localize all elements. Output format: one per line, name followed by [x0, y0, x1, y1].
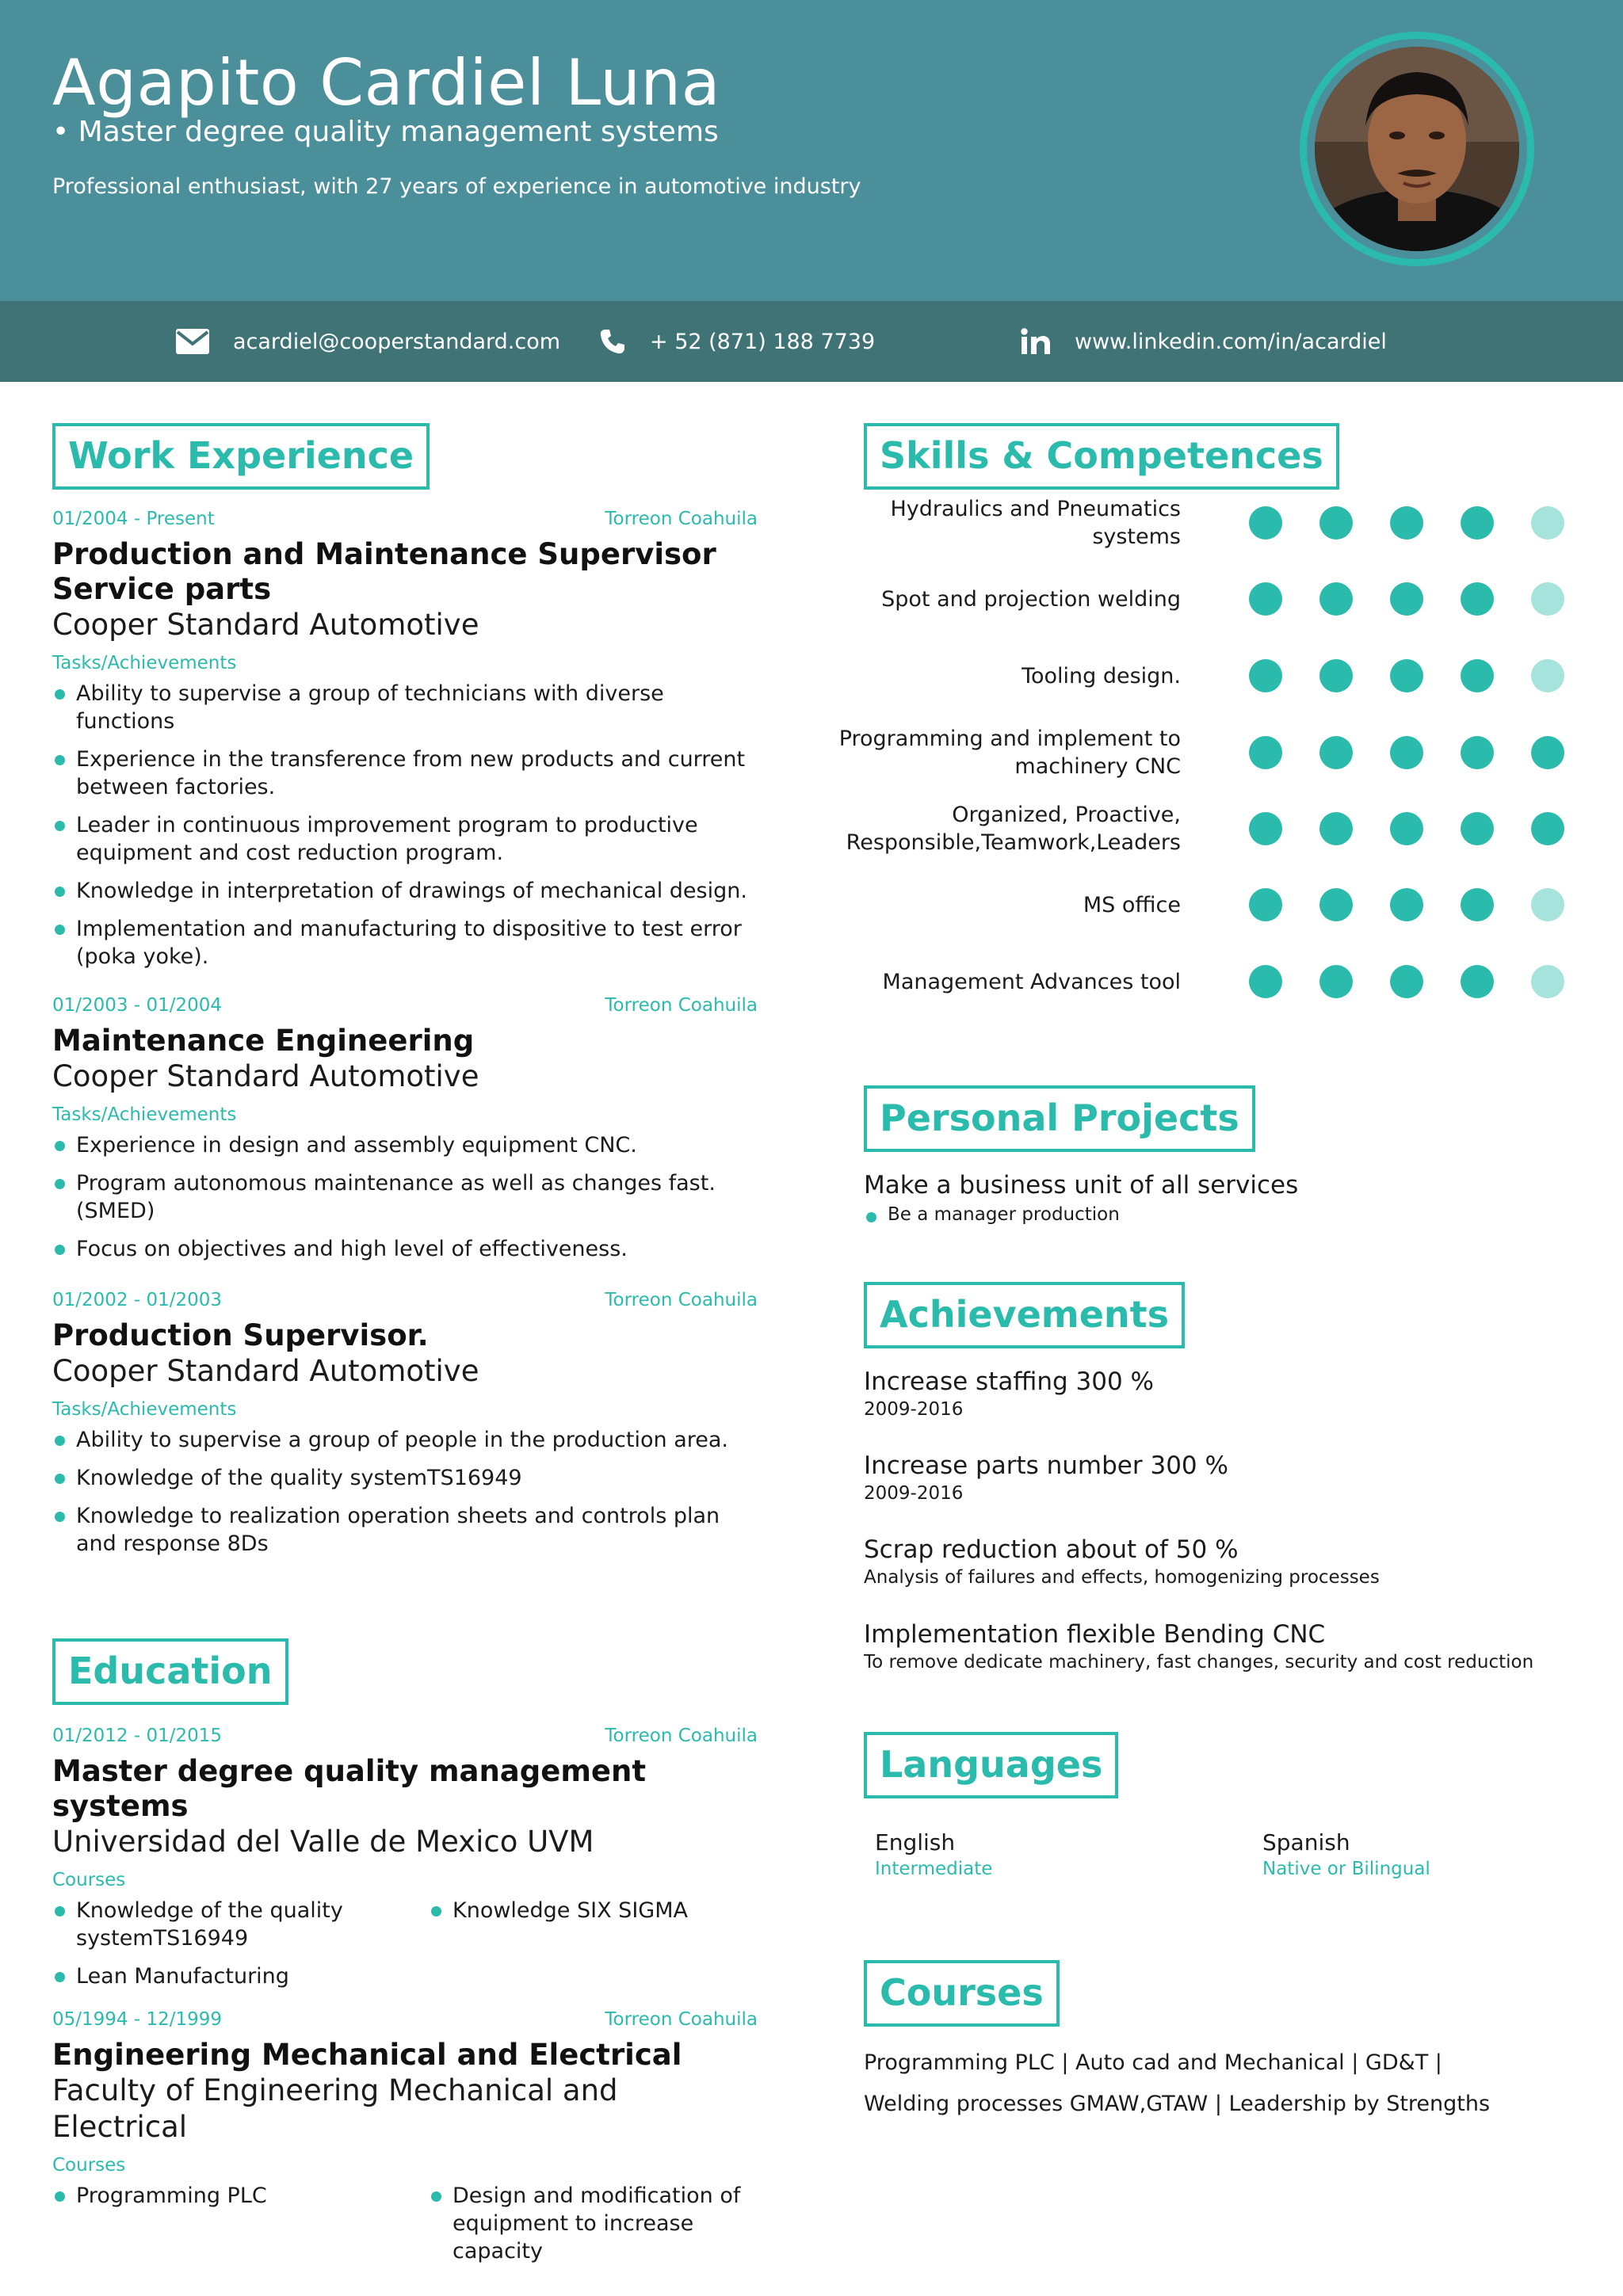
skill-name: Organized, Proactive, Responsible,Teamwork,Leaders [846, 803, 1181, 855]
linkedin-text: www.linkedin.com/in/acardiel [1075, 329, 1387, 354]
list-item: Design and modification of equipment to increase capacity [429, 2182, 758, 2265]
list-item: Ability to supervise a group of technicians with diverse functions [52, 680, 758, 735]
tasks-label: Tasks/Achievements [52, 653, 237, 673]
profile-photo-frame [1300, 32, 1534, 266]
achievements-heading: Achievements [864, 1282, 1185, 1348]
candidate-name: Agapito Cardiel Luna [52, 46, 721, 120]
rating-dot-filled [1249, 659, 1282, 692]
education-location: Torreon Coahuila [605, 2009, 758, 2030]
rating-dot-filled [1319, 888, 1353, 921]
language-name: Spanish [1262, 1829, 1350, 1855]
achievement-detail: To remove dedicate machinery, fast changes, security and cost reduction [864, 1652, 1534, 1672]
rating-dot-filled [1390, 812, 1423, 845]
achievement-item [864, 1619, 1533, 1674]
education-entry-2 [52, 2008, 758, 2275]
education-dates: 01/2012 - 01/2015 [52, 1726, 223, 1746]
profile-photo [1315, 47, 1519, 251]
work-location: Torreon Coahuila [605, 1290, 758, 1310]
skill-row [838, 715, 1577, 791]
rating-dot-filled [1249, 812, 1282, 845]
education-dates: 05/1994 - 12/1999 [52, 2009, 223, 2030]
achievement-title: Implementation flexible Bending CNC [864, 1620, 1326, 1649]
achievement-item [864, 1366, 1154, 1421]
work-dates: 01/2002 - 01/2003 [52, 1290, 223, 1310]
work-company: Cooper Standard Automotive [52, 1354, 479, 1388]
rating-dot-empty [1531, 888, 1564, 921]
achievement-detail: 2009-2016 [864, 1399, 964, 1420]
work-experience-heading: Work Experience [52, 423, 430, 490]
rating-dot-filled [1319, 659, 1353, 692]
rating-dot-filled [1319, 506, 1353, 540]
course-line: Programming PLC | Auto cad and Mechanical | GD&T | [864, 2050, 1442, 2075]
skill-name: MS office [1083, 892, 1181, 917]
work-entry-1 [52, 507, 758, 981]
list-item: Be a manager production [864, 1203, 1298, 1226]
course-list [52, 1897, 429, 2000]
languages-heading: Languages [864, 1732, 1118, 1798]
rating-dot-filled [1319, 582, 1353, 616]
task-list [52, 1131, 758, 1263]
work-role: Production and Maintenance Supervisor Service parts [52, 537, 716, 606]
skill-name: Programming and implement to machinery CNC [838, 727, 1181, 779]
rating-dot-filled [1319, 965, 1353, 998]
language-level: Native or Bilingual [1262, 1859, 1430, 1879]
skills-heading: Skills & Competences [864, 423, 1339, 490]
rating-dot-filled [1319, 812, 1353, 845]
rating-dot-filled [1249, 506, 1282, 540]
work-company: Cooper Standard Automotive [52, 1059, 479, 1093]
rating-dot-filled [1249, 965, 1282, 998]
list-item: Knowledge of the quality systemTS16949 [52, 1464, 758, 1492]
work-entry-3 [52, 1288, 758, 1568]
envelope-icon [176, 329, 209, 354]
project-block [864, 1169, 1298, 1237]
achievement-title: Scrap reduction about of 50 % [864, 1535, 1239, 1564]
list-item: Knowledge in interpretation of drawings of mechanical design. [52, 877, 758, 905]
education-degree: Engineering Mechanical and Electrical [52, 2038, 682, 2072]
skill-rating [1249, 867, 1602, 943]
language-item [1262, 1829, 1430, 1881]
task-list [52, 680, 758, 971]
tasks-label: Tasks/Achievements [52, 1399, 237, 1420]
list-item: Knowledge SIX SIGMA [429, 1897, 758, 1924]
rating-dot-filled [1390, 736, 1423, 769]
contact-linkedin[interactable] [1021, 301, 1387, 382]
skill-rating [1249, 561, 1602, 637]
rating-dot-filled [1390, 506, 1423, 540]
achievement-item [864, 1450, 1228, 1505]
list-item: Lean Manufacturing [52, 1962, 429, 1990]
skill-name: Hydraulics and Pneumatics systems [890, 497, 1181, 549]
list-item: Focus on objectives and high level of effectiveness. [52, 1235, 758, 1263]
work-role: Maintenance Engineering [52, 1024, 475, 1058]
rating-dot-filled [1461, 888, 1494, 921]
list-item: Program autonomous maintenance as well as changes fast.(SMED) [52, 1169, 758, 1225]
rating-dot-empty [1531, 965, 1564, 998]
education-degree: Master degree quality management systems [52, 1754, 647, 1823]
course-list [52, 2182, 429, 2275]
candidate-subtitle: • Master degree quality management systems [52, 116, 719, 148]
rating-dot-filled [1461, 965, 1494, 998]
education-entry-1 [52, 1724, 758, 2000]
header [0, 0, 1623, 301]
work-dates: 01/2003 - 01/2004 [52, 995, 223, 1016]
rating-dot-filled [1461, 659, 1494, 692]
course-line: Welding processes GMAW,GTAW | Leadership by Strengths [864, 2092, 1491, 2116]
language-level: Intermediate [875, 1859, 993, 1879]
work-entry-2 [52, 994, 758, 1273]
contact-phone[interactable] [599, 301, 875, 382]
rating-dot-filled [1461, 736, 1494, 769]
course-list [429, 2182, 758, 2275]
tasks-label: Tasks/Achievements [52, 1104, 237, 1125]
rating-dot-filled [1249, 736, 1282, 769]
education-school: Universidad del Valle de Mexico UVM [52, 1825, 594, 1859]
work-company: Cooper Standard Automotive [52, 608, 479, 642]
list-item: Knowledge of the quality systemTS16949 [52, 1897, 429, 1952]
phone-icon [599, 328, 626, 355]
skill-row [846, 791, 1577, 867]
skill-rating [1249, 485, 1602, 561]
skill-name: Tooling design. [1022, 663, 1181, 688]
skill-rating [1249, 715, 1602, 791]
rating-dot-empty [1531, 659, 1564, 692]
email-text: acardiel@cooperstandard.com [233, 329, 561, 354]
achievement-detail: 2009-2016 [864, 1483, 964, 1504]
work-role: Production Supervisor. [52, 1318, 429, 1352]
language-item [875, 1829, 992, 1881]
list-item: Ability to supervise a group of people in the production area. [52, 1426, 758, 1454]
rating-dot-filled [1531, 736, 1564, 769]
list-item: Implementation and manufacturing to dispositive to test error (poka yoke). [52, 915, 758, 971]
skill-row [864, 867, 1577, 943]
course-list [429, 1897, 758, 2000]
contact-email[interactable] [176, 301, 560, 382]
rating-dot-filled [1461, 582, 1494, 616]
rating-dot-filled [1249, 582, 1282, 616]
achievement-title: Increase parts number 300 % [864, 1451, 1228, 1480]
task-list [52, 1426, 758, 1558]
skill-rating [1249, 638, 1602, 714]
list-item: Leader in continuous improvement program to productive equipment and cost reduction program. [52, 811, 758, 867]
rating-dot-filled [1249, 888, 1282, 921]
language-name: English [875, 1829, 956, 1855]
skill-rating [1249, 791, 1602, 867]
course-tags [864, 2042, 1490, 2125]
rating-dot-filled [1319, 736, 1353, 769]
skill-rating [1249, 944, 1602, 1020]
work-location: Torreon Coahuila [605, 995, 758, 1016]
list-item: Programming PLC [52, 2182, 429, 2210]
project-name: Make a business unit of all services [864, 1171, 1299, 1199]
rating-dot-filled [1390, 582, 1423, 616]
rating-dot-filled [1390, 965, 1423, 998]
skill-row [864, 638, 1577, 714]
skill-row [864, 485, 1577, 561]
achievement-detail: Analysis of failures and effects, homogenizing processes [864, 1567, 1380, 1588]
project-list [864, 1203, 1298, 1226]
list-item: Experience in design and assembly equipment CNC. [52, 1131, 758, 1159]
skill-row [864, 944, 1577, 1020]
courses-heading: Courses [864, 1960, 1060, 2027]
achievement-title: Increase staffing 300 % [864, 1367, 1154, 1396]
contact-bar [0, 301, 1623, 382]
work-location: Torreon Coahuila [605, 509, 758, 529]
skill-name: Spot and projection welding [881, 586, 1181, 612]
list-item: Experience in the transference from new products and current between factories. [52, 746, 758, 801]
list-item: Knowledge to realization operation sheets and controls plan and response 8Ds [52, 1502, 758, 1558]
work-dates: 01/2004 - Present [52, 509, 215, 529]
rating-dot-filled [1390, 659, 1423, 692]
education-location: Torreon Coahuila [605, 1726, 758, 1746]
rating-dot-filled [1461, 506, 1494, 540]
skill-name: Management Advances tool [882, 969, 1181, 994]
education-heading: Education [52, 1638, 288, 1705]
achievement-item [864, 1534, 1380, 1589]
courses-label: Courses [52, 2155, 126, 2176]
phone-text: + 52 (871) 188 7739 [650, 329, 876, 354]
education-school: Faculty of Engineering Mechanical and Electrical [52, 2073, 618, 2144]
rating-dot-empty [1531, 582, 1564, 616]
rating-dot-filled [1390, 888, 1423, 921]
personal-projects-heading: Personal Projects [864, 1085, 1255, 1152]
skill-row [864, 561, 1577, 637]
rating-dot-empty [1531, 506, 1564, 540]
courses-label: Courses [52, 1870, 126, 1890]
rating-dot-filled [1461, 812, 1494, 845]
linkedin-icon [1021, 328, 1051, 355]
candidate-summary: Professional enthusiast, with 27 years of experience in automotive industry [52, 174, 861, 199]
rating-dot-filled [1531, 812, 1564, 845]
